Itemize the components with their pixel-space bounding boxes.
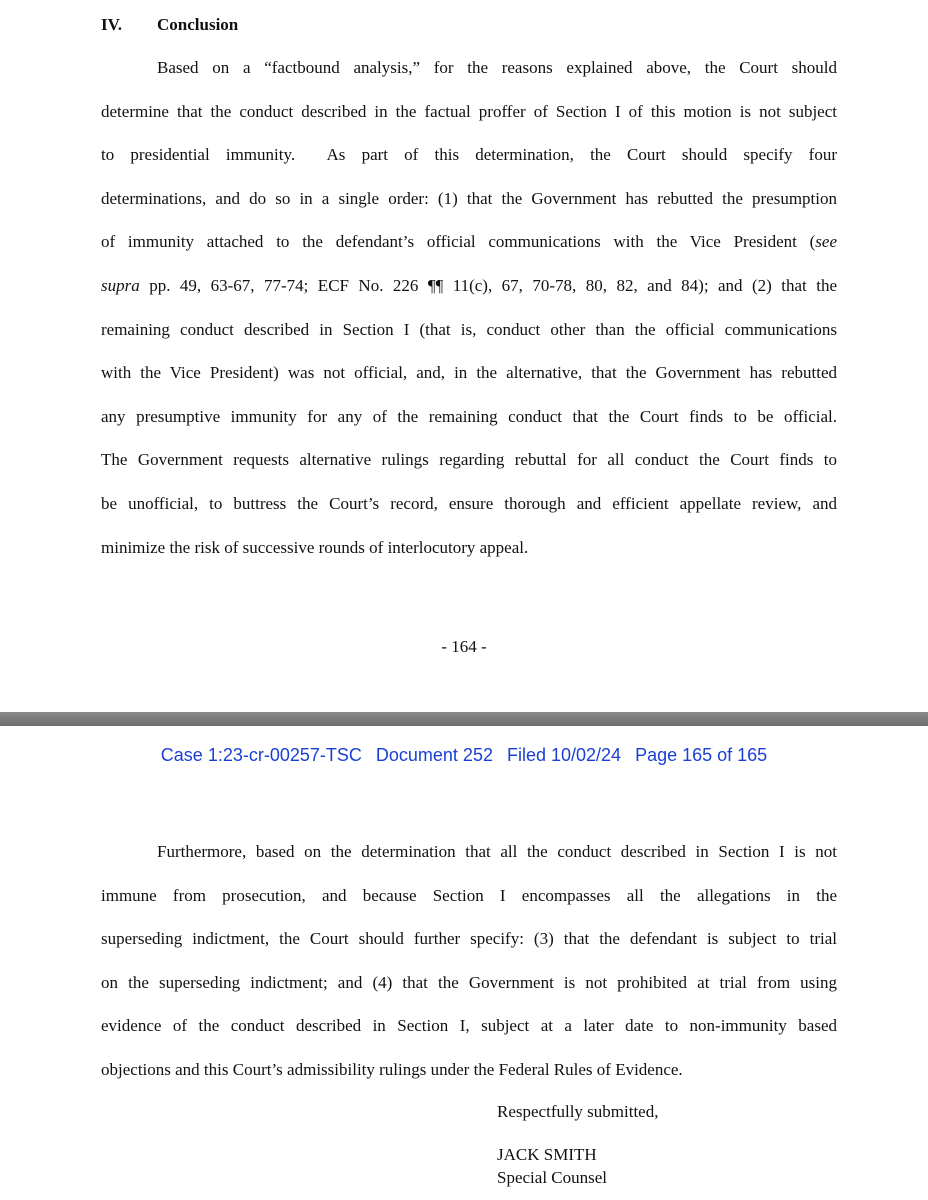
paragraph-line: Furthermore, based on the determination that all the conduct described in Section I is not [157,842,837,861]
signer-title: Special Counsel [497,1168,608,1187]
paragraph-line: minimize the risk of successive rounds of interlocutory appeal. [101,537,529,557]
document-number: Document 252 [375,745,493,765]
section-number: IV. [101,15,122,34]
page-number: - 164 - [441,637,487,656]
page-separator [0,712,928,726]
paragraph-line: be unofficial, to buttress the Court’s record, ensure thorough and efficient appellate review, and [101,493,837,513]
paragraph-line: immune from prosecution, and because Section I encompasses all the allegations in the [101,885,837,905]
case-header [0,745,928,766]
paragraph-line: any presumptive immunity for any of the remaining conduct that the Court finds to be official. [101,406,837,426]
paragraph-line: The Government requests alternative rulings regarding rebuttal for all conduct the Court finds to [101,450,837,470]
paragraph-line: determine that the conduct described in the factual proffer of Section I of this motion is not subject [101,101,837,121]
conclusion-paragraph [101,46,837,569]
paragraph-line: with the Vice President) was not official, and, in the alternative, that the Government has rebutted [101,363,837,383]
furthermore-paragraph [101,830,837,1092]
closing-text: Respectfully submitted, [497,1102,659,1121]
paragraph-line: evidence of the conduct described in Section I, subject at a later date to non-immunity based [101,1016,837,1036]
paragraph-line: on the superseding indictment; and (4) that the Government is not prohibited at trial from using [101,972,837,992]
signature-block [497,1100,658,1189]
paragraph-line: of immunity attached to the defendant’s official communications with the Vice President (see [101,232,837,252]
paragraph-line: remaining conduct described in Section I (that is, conduct other than the official communications [101,319,837,339]
paragraph-line: determinations, and do so in a single order: (1) that the Government has rebutted the presumption [101,188,837,208]
paragraph-line: objections and this Court’s admissibility rulings under the Federal Rules of Evidence. [101,1059,683,1079]
section-title: Conclusion [157,15,239,34]
paragraph-line: Based on a “factbound analysis,” for the reasons explained above, the Court should [157,58,837,77]
paragraph-line: to presidential immunity. As part of this determination, the Court should specify four [101,145,837,165]
page-count: Page 165 of 165 [635,745,768,765]
paragraph-line: supra pp. 49, 63-67, 77-74; ECF No. 226 ¶¶ 11(c), 67, 70-78, 80, 82, and 84); and (2) that the [101,275,837,295]
case-number: Case 1:23-cr-00257-TSC [160,745,362,765]
filed-date: Filed 10/02/24 [506,745,622,765]
signer-name: JACK SMITH [497,1145,597,1164]
paragraph-line: superseding indictment, the Court should further specify: (3) that the defendant is subject to trial [101,929,837,949]
section-heading [101,14,238,36]
